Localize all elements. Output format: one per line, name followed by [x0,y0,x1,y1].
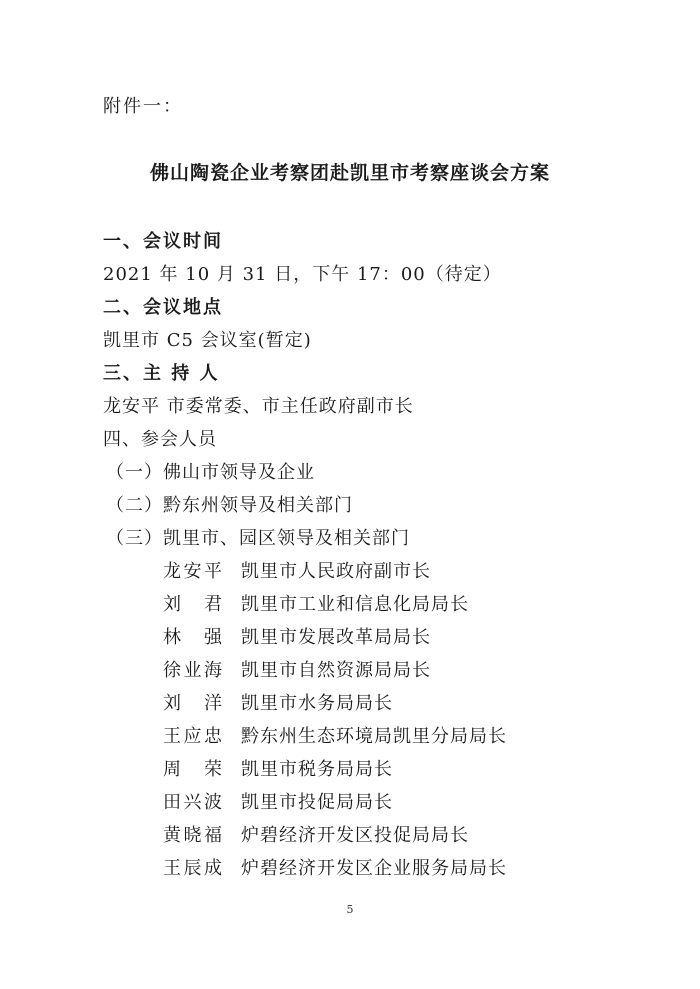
attendee-title: 凯里市税务局局长 [241,759,393,780]
meeting-place-heading: 二、会议地点 [103,297,223,318]
attendee-row [163,755,393,781]
meeting-time-heading: 一、会议时间 [103,231,223,252]
attendee-title: 黔东州生态环境局凯里分局局长 [241,726,507,747]
attendee-title: 凯里市投促局局长 [241,792,393,813]
attendee-row [163,722,507,748]
attendee-row [163,656,431,682]
attendee-group-foshan: （一）佛山市领导及企业 [106,462,315,483]
meeting-place-value: 凯里市 C5 会议室(暂定) [103,330,312,351]
document-title: 佛山陶瓷企业考察团赴凯里市考察座谈会方案 [149,162,550,184]
attendee-row [163,623,431,649]
attendee-row [163,590,469,616]
attendee-row [163,689,393,715]
attendee-row [163,821,469,847]
host-value: 龙安平 市委常委、市主任政府副市长 [103,396,414,417]
meeting-time-value: 2021 年 10 月 31 日，下午 17：00（待定） [103,264,502,285]
attendee-name: 王应忠 [163,726,223,747]
attendee-group-kaili: （三）凯里市、园区领导及相关部门 [106,528,410,549]
attendee-title: 凯里市发展改革局局长 [241,627,431,648]
attendee-name: 龙安平 [163,561,223,582]
attendee-name: 王辰成 [163,858,223,879]
attendee-title: 炉碧经济开发区投促局局长 [241,825,469,846]
attendee-name: 徐业海 [163,660,223,681]
attendee-name: 林强 [163,627,223,648]
host-heading: 三、主 持 人 [103,363,220,384]
attendee-name: 刘洋 [163,693,223,714]
attendee-title: 凯里市工业和信息化局局长 [241,594,469,615]
attendee-title: 凯里市人民政府副市长 [241,561,431,582]
attendee-name: 黄晓福 [163,825,223,846]
attendee-name: 周荣 [163,759,223,780]
attendee-name: 刘君 [163,594,223,615]
attachment-label: 附件一： [103,96,183,117]
attendee-row [163,557,431,583]
attendee-row [163,788,393,814]
attendees-heading: 四、参会人员 [103,429,217,450]
attendee-title: 凯里市水务局局长 [241,693,393,714]
attendee-title: 凯里市自然资源局局长 [241,660,431,681]
attendee-title: 炉碧经济开发区企业服务局局长 [241,858,507,879]
page-number: 5 [346,903,354,916]
attendee-name: 田兴波 [163,792,223,813]
attendee-row [163,854,507,880]
attendee-group-qiandongnan: （二）黔东州领导及相关部门 [106,495,353,516]
